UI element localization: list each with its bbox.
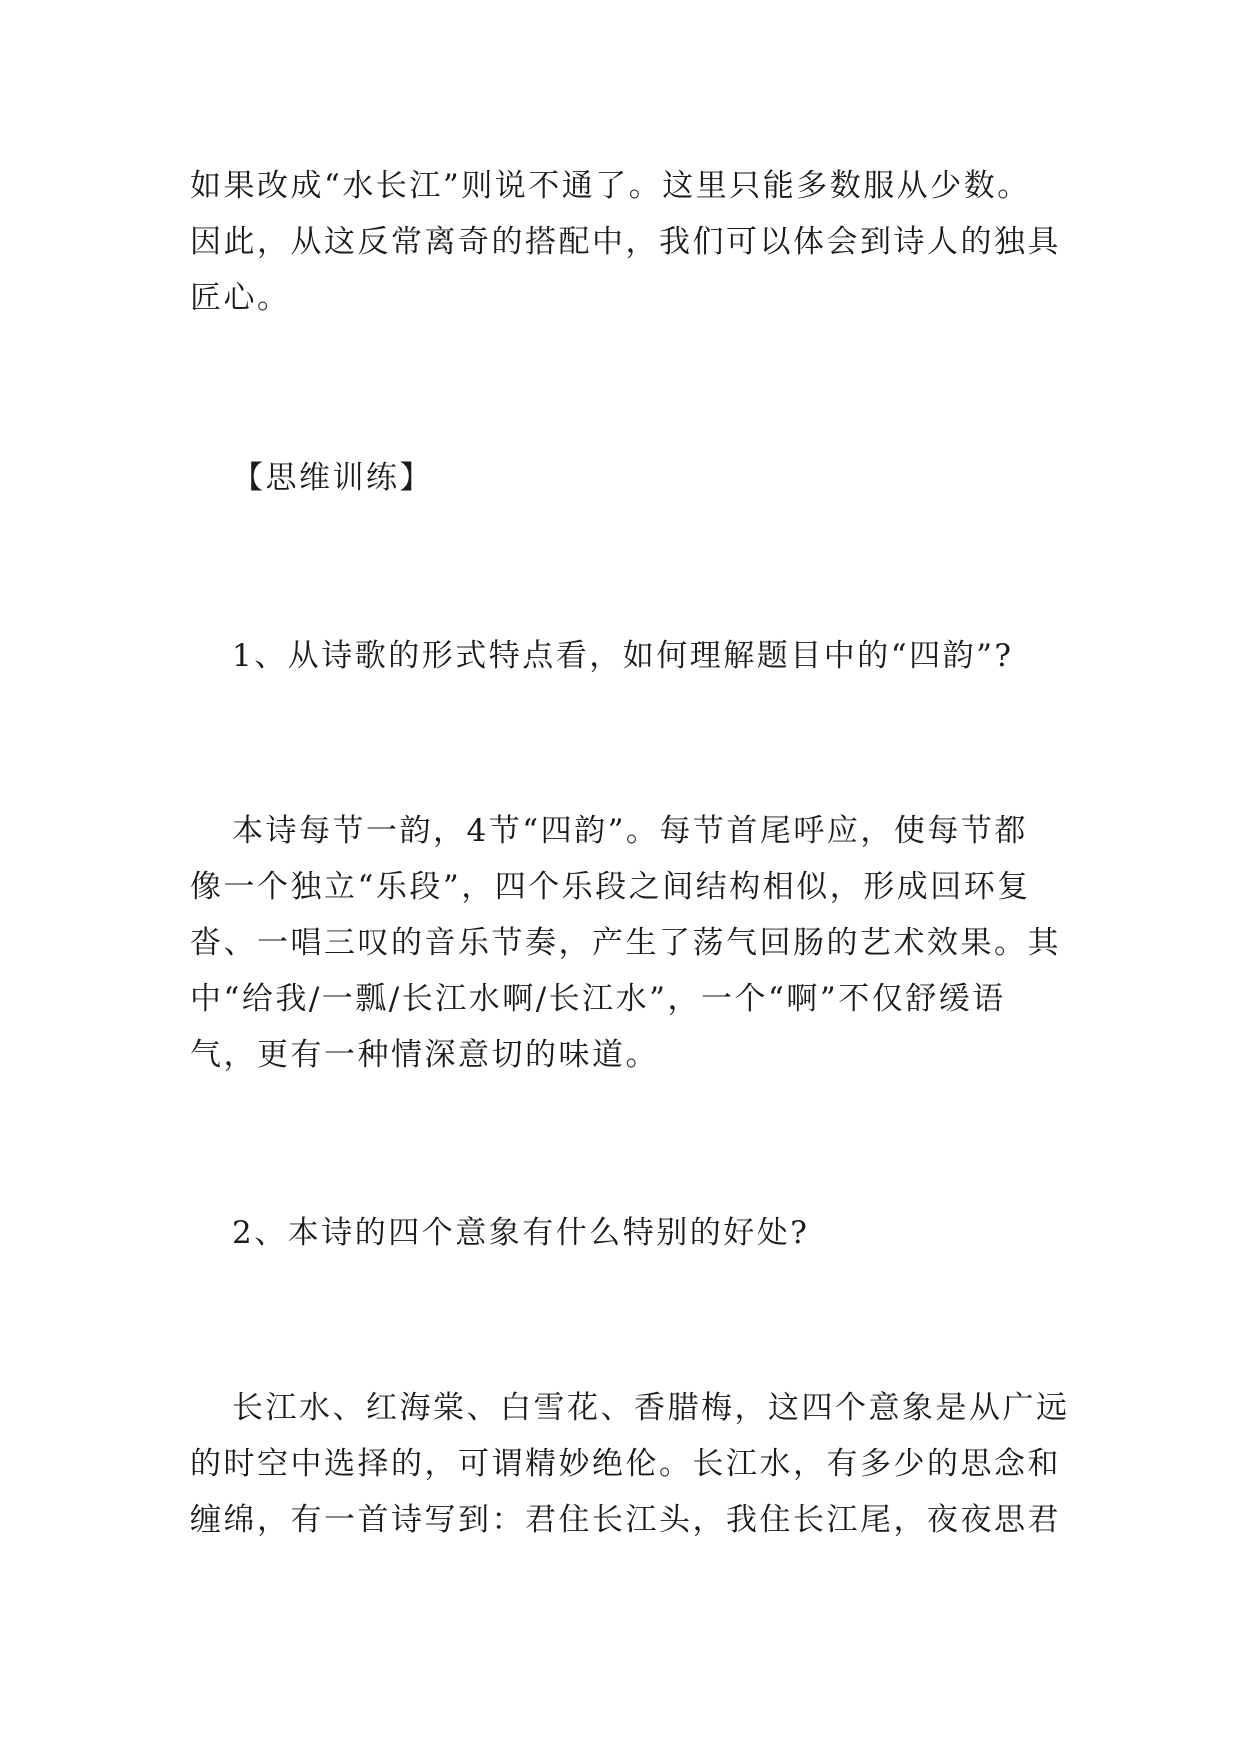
text-line: 匠心。 xyxy=(190,280,291,316)
text-line: 的时空中选择的，可谓精妙绝伦。长江水，有多少的思念和 xyxy=(190,1446,1061,1482)
text-line: 如果改成“水长江”则说不通了。这里只能多数服从少数。 xyxy=(190,168,1031,204)
text-line: 像一个独立“乐段”，四个乐段之间结构相似，形成回环复 xyxy=(190,869,1031,905)
text-line: 沓、一唱三叹的音乐节奏，产生了荡气回肠的艺术效果。其 xyxy=(190,925,1061,961)
text-line: 缠绵，有一首诗写到：君住长江头，我住长江尾，夜夜思君 xyxy=(190,1502,1061,1538)
text-line: 中“给我/一瓢/长江水啊/长江水”，一个“啊”不仅舒缓语 xyxy=(190,981,1006,1017)
paragraph-continuation xyxy=(190,158,1070,326)
text-line: 因此，从这反常离奇的搭配中，我们可以体会到诗人的独具 xyxy=(190,224,1061,260)
question-2: 2、本诗的四个意象有什么特别的好处? xyxy=(232,1215,810,1251)
answer-1-paragraph xyxy=(190,803,1070,1083)
answer-2-paragraph xyxy=(190,1380,1070,1548)
text-line: 气，更有一种情深意切的味道。 xyxy=(190,1037,659,1073)
text-line: 长江水、红海棠、白雪花、香腊梅，这四个意象是从广远 xyxy=(232,1390,1070,1426)
text-line: 本诗每节一韵，4节“四韵”。每节首尾呼应，使每节都 xyxy=(232,813,1028,849)
section-heading: 【思维训练】 xyxy=(232,460,433,496)
question-1: 1、从诗歌的形式特点看，如何理解题目中的“四韵”? xyxy=(232,638,1014,674)
